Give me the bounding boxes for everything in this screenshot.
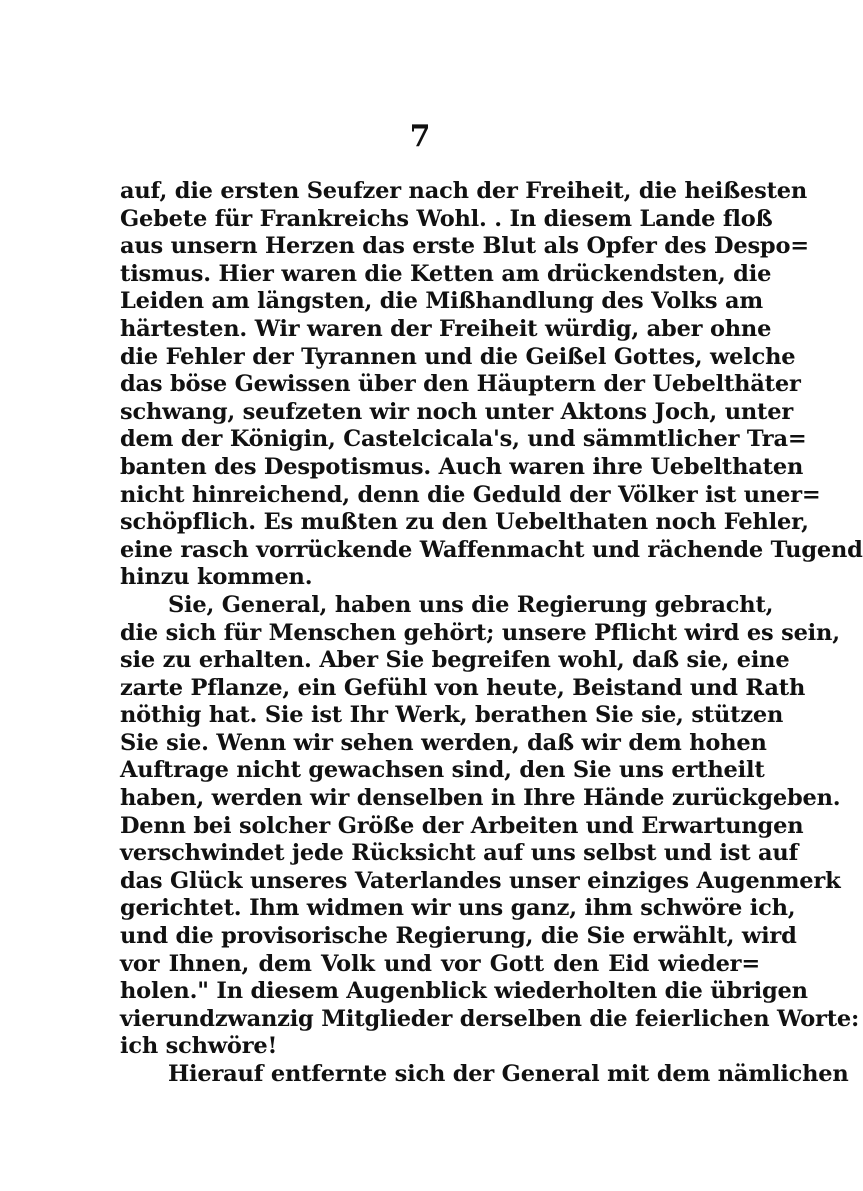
text-line: Denn bei solcher Größe der Arbeiten und Erwartungen	[120, 812, 804, 839]
text-line: das Glück unseres Vaterlandes unser einziges Augenmerk	[120, 867, 841, 894]
text-line: vor Ihnen, dem Volk und vor Gott den Eid wieder=	[120, 950, 760, 977]
text-line: sie zu erhalten. Aber Sie begreifen wohl, daß sie, eine	[120, 647, 790, 674]
text-line: haben, werden wir denselben in Ihre Hände zurückgeben.	[120, 785, 841, 812]
body-text	[120, 178, 863, 1089]
text-line: nöthig hat. Sie ist Ihr Werk, berathen Sie sie, stützen	[120, 702, 784, 729]
text-line: Sie, General, haben uns die Regierung gebracht,	[168, 591, 774, 618]
text-line: auf, die ersten Seufzer nach der Freiheit, die heißesten	[120, 178, 808, 204]
text-line: und die provisorische Regierung, die Sie erwählt, wird	[120, 923, 797, 950]
text-line: Hierauf entfernte sich der General mit dem nämlichen	[168, 1061, 849, 1087]
text-line: banten des Despotismus. Auch waren ihre Uebelthaten	[120, 453, 804, 480]
text-line: die sich für Menschen gehört; unsere Pflicht wird es sein,	[120, 619, 840, 646]
text-line: nicht hinreichend, denn die Geduld der Völker ist uner=	[120, 481, 821, 508]
text-line: die Fehler der Tyrannen und die Geißel Gottes, welche	[120, 343, 796, 370]
text-line: Leiden am längsten, die Mißhandlung des Volks am	[120, 288, 763, 315]
text-line: vierundzwanzig Mitglieder derselben die feierlichen Worte:	[120, 1005, 860, 1032]
text-line: Auftrage nicht gewachsen sind, den Sie uns ertheilt	[120, 757, 765, 784]
text-line: holen." In diesem Augenblick wiederholten die übrigen	[120, 978, 808, 1005]
text-line: aus unsern Herzen das erste Blut als Opfer des Despo=	[120, 233, 809, 260]
page-number: 7	[409, 119, 431, 154]
text-line: schöpflich. Es mußten zu den Uebelthaten noch Fehler,	[120, 509, 809, 536]
text-line: härtesten. Wir waren der Freiheit würdig, aber ohne	[120, 315, 772, 342]
text-line: hinzu kommen.	[120, 564, 313, 591]
text-line: schwang, seufzeten wir noch unter Aktons Joch, unter	[120, 398, 793, 425]
text-line: das böse Gewissen über den Häuptern der Uebelthäter	[120, 371, 801, 398]
text-line: dem der Königin, Castelcicala's, und sämmtlicher Tra=	[120, 426, 807, 453]
text-line: Gebete für Frankreichs Wohl. . In diesem Lande floß	[120, 205, 773, 232]
text-line: ich schwöre!	[120, 1033, 278, 1060]
text-line: eine rasch vorrückende Waffenmacht und rächende Tugend	[120, 536, 863, 563]
text-line: verschwindet jede Rücksicht auf uns selbst und ist auf	[120, 840, 799, 867]
text-line: tismus. Hier waren die Ketten am drückendsten, die	[120, 260, 772, 287]
text-line: gerichtet. Ihm widmen wir uns ganz, ihm schwöre ich,	[120, 895, 796, 922]
text-line: zarte Pflanze, ein Gefühl von heute, Beistand und Rath	[120, 674, 806, 701]
text-line: Sie sie. Wenn wir sehen werden, daß wir dem hohen	[120, 729, 767, 756]
